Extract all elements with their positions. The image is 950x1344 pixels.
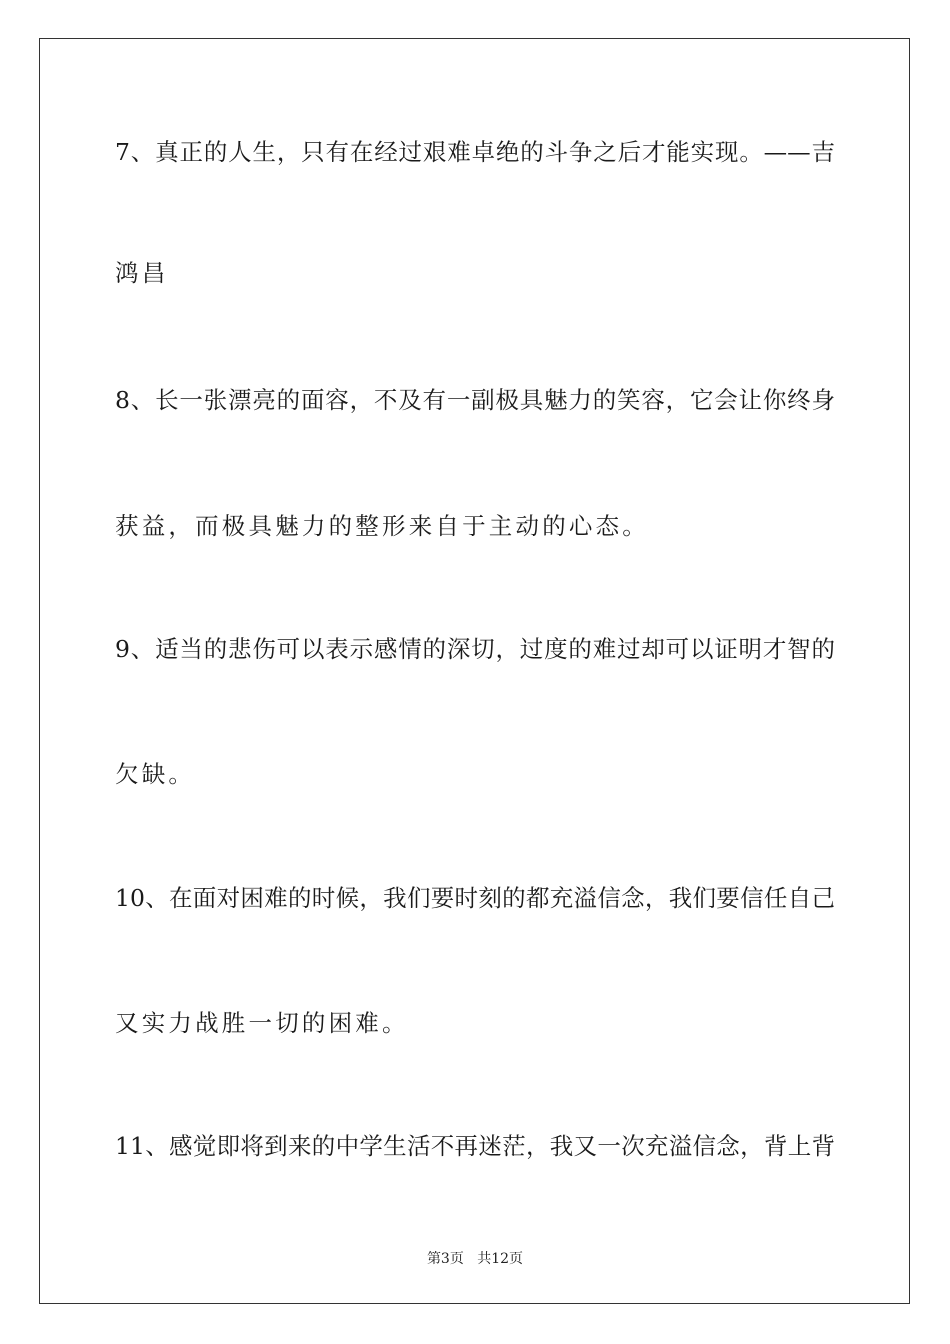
text-line-7: 10、在面对困难的时候，我们要时刻的都充溢信念，我们要信任自己 [115,884,835,912]
text-line-4: 获益，而极具魅力的整形来自于主动的心态。 [115,512,649,540]
text-line-6: 欠缺。 [115,760,196,788]
text-line-5: 9、适当的悲伤可以表示感情的深切，过度的难过却可以证明才智的 [115,635,835,663]
text-line-1: 7、真正的人生，只有在经过艰难卓绝的斗争之后才能实现。——吉 [115,138,835,166]
page-border [39,38,910,1304]
text-line-8: 又实力战胜一切的困难。 [115,1009,409,1037]
text-line-9: 11、感觉即将到来的中学生活不再迷茫，我又一次充溢信念，背上背 [115,1132,835,1160]
page-number: 第3页 [426,1251,464,1267]
page-total: 共12页 [477,1251,524,1267]
text-line-2: 鸿昌 [115,259,169,287]
text-line-3: 8、长一张漂亮的面容，不及有一副极具魅力的笑容，它会让你终身 [115,386,835,414]
page-footer [0,1248,950,1268]
